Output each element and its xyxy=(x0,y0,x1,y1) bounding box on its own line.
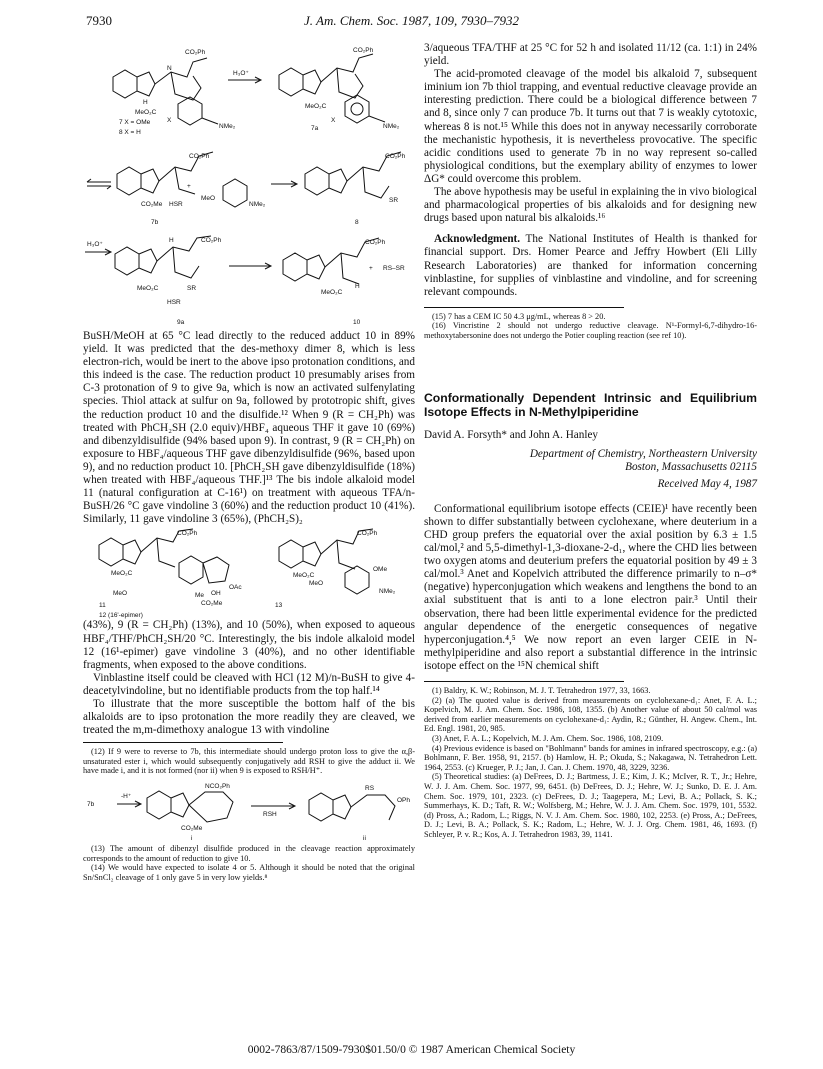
scheme3-caption-9a: 9a xyxy=(177,319,185,326)
scheme1-label-co2ph: CO₂Ph xyxy=(185,49,206,56)
scheme2-label-meo: MeO xyxy=(201,195,216,202)
fn-scheme-label-co2me: CO₂Me xyxy=(181,825,203,833)
left-footnotes xyxy=(83,747,415,882)
scheme2-label-co2ph: CO₂Ph xyxy=(189,153,210,160)
references xyxy=(424,686,757,840)
fn-scheme-label-rs: RS xyxy=(365,785,375,793)
right-column xyxy=(424,42,757,1042)
article-body: Conformational equilibrium isotope effects (CEIE)¹ have recently been shown to differ substantially between cyclohexane, where deuterium in a CHD group prefers the equatorial over the axial position by 6.3 ± 1.5 cal/mol,² and 5,5-dimethyl-1,3-dioxane-2-d₁, where the CHD lies between two oxygen atoms and deuterium prefers the equatorial position by 49 ± 3 cal/mol.³ Anet and Kopelvich attributed the difference primarily to n–σ* (negative) hyperconjugation which weakens and lengthens the bond to an axial substituent that is anti to a lone electron pair.³ Until their observation, there had been little experimental evidence for the predicted angular dependence of the energetic consequences of negative hyperconjugation.⁴,⁵ We now report an even larger CEIE in N-methylpiperidine and also report a substantial difference in the intrinsic isotope effect on the ¹⁵N chemical shift xyxy=(424,502,757,672)
footnote-12: (12) If 9 were to reverse to 7b, this intermediate should undergo proton loss to give the α,β-unsaturated ester i, which would subsequently conjugatively add RSH to give the adduct ii. We have made i, and it is not formed (nor ii) when 9 is exposed to RSH/H⁺. xyxy=(83,747,415,776)
scheme2-label-co2me: CO₂Me xyxy=(141,201,163,208)
affiliation-line-2: Boston, Massachusetts 02115 xyxy=(625,460,757,473)
left-paragraph-3: Vinblastine itself could be cleaved with HCl (12 M)/n-BuSH to give 4-deacetylvindoline, but no identifiable products from the top half.¹⁴ xyxy=(83,671,415,697)
reference-2: (2) (a) The quoted value is derived from measurements on cyclohexane-d₁: Anet, F. A. L.; Kopelvich, M. J. Am. Chem. Soc. 1986, 108, 1355. (b) Another value of about 50 cal/mol was derived from earlier measurements on cyclohexane-d₁: Aydin, R.; Günther, H. Angew. Chem., Int. Ed. Engl. 1981, 20, 985. xyxy=(424,695,757,734)
fn-scheme-label-nco2ph: NCO₂Ph xyxy=(205,783,230,791)
affiliation xyxy=(424,448,757,474)
scheme4-label-nme2: NMe₂ xyxy=(379,588,396,596)
scheme1-label-x: X xyxy=(167,117,172,124)
right-paragraph-1: 3/aqueous TFA/THF at 25 °C for 52 h and isolated 11/12 (ca. 1:1) in 24% yield. xyxy=(424,42,757,68)
scheme3-label-h-b: H xyxy=(355,283,360,290)
scheme1-label-h: H xyxy=(143,99,148,106)
article-authors: David A. Forsyth* and John A. Hanley xyxy=(424,428,599,441)
reference-4: (4) Previous evidence is based on "Bohlmann" bands for amines in infrared spectroscopy, e.g.: (a) Bohlmann, F. Ber. 1958, 91, 2157. (b) Hamlow, H. P.; Okuda, S.; Nakagawa, N. Tetrahedron Lett. 1964, 2553. (c) Krueger, P. J.; Jan, J. Can. J. Chem. 1970, 48, 3229, 3236. xyxy=(424,743,757,772)
scheme-structures-7-7a xyxy=(83,42,415,142)
reference-1: (1) Baldry, K. W.; Robinson, M. J. T. Tetrahedron 1977, 33, 1663. xyxy=(432,685,651,695)
scheme1-label-n: N xyxy=(167,65,172,72)
footnote-16: (16) Vincristine 2 should not undergo reductive cleavage. N¹-Formyl-6,7-dihydro-16-methoxytabersonine does not undergo the Potier coupling reaction (see ref 10). xyxy=(424,321,757,340)
acknowledgment xyxy=(424,233,757,298)
right-paragraph-3: The above hypothesis may be useful in explaining the in vivo biological and pharmacological properties of bis alkaloids and for designing new drugs based upon natural bis alkaloids.¹⁶ xyxy=(424,186,757,225)
scheme4-label-co2ph-b: CO₂Ph xyxy=(357,530,378,538)
scheme4-label-me: Me xyxy=(195,592,205,600)
scheme1-label-meo2c: MeO₂C xyxy=(135,109,157,116)
scheme4-label-oh: OH xyxy=(211,590,221,598)
scheme3-label-h3o: H₃O⁺ xyxy=(87,241,103,248)
reference-3: (3) Anet, F. A. L.; Kopelvich, M. J. Am. Chem. Soc. 1986, 108, 2109. xyxy=(432,733,664,743)
scheme2-label-co2ph-b: CO₂Ph xyxy=(385,153,406,160)
scheme2-label-nme2: NMe₂ xyxy=(249,201,266,208)
left-paragraph-1: BuSH/MeOH at 65 °C lead directly to the reduced adduct 10 in 89% yield. It was predicted that the des-methoxy dimer 8, which is less electron-rich, would be inert to the above ipso protonation conditions, and this indeed is the case. The reduction product 10 presumably arises from C-3 protonation of 9 to give 9a, which is now an activated sulfenylating species. Thiol attack at sulfur on 9a, followed by prototropic shift, gives the reduction product 10 and the disulfide.¹² When 9 (R = CH₂Ph) was treated with PhCH₂SH (2.0 equiv)/HBF₄ aqueous THF it gave 10 (69%) and dibenzyldisulfide (94% based upon 9). In contrast, 9 (R = CH₂Ph) on exposure to HBF₄/aqueous THF gave dibenzyldisulfide (96%, based upon 9), and no reduction product 10. [PhCH₂SH gave dibenzyldisulfide (18%) when treated with HBF₄/aqueous THF.]¹³ The bis indole alkaloid model 11 (natural configuration at C-16¹) on treatment with aqueous TFA/n-BuSH/26 °C gave vindoline 3 (60%) and the reduction product 10 (41%). Similarly, 11 gave vindoline 3 (65%), (PhCH₂S)₂ xyxy=(83,330,415,526)
scheme1-caption-8: 8 X = H xyxy=(119,129,141,136)
fn-scheme-caption-i: i xyxy=(191,835,193,843)
scheme3-label-meo2c: MeO₂C xyxy=(137,285,159,292)
scheme-structures-9a-10 xyxy=(83,232,415,328)
scheme-structures-7b-8 xyxy=(83,144,415,230)
scheme2-caption-7b: 7b xyxy=(151,219,159,226)
footnote-14: (14) We would have expected to isolate 4 or 5. Although it should be noted that the original Sn/SnCl₂ cleavage of 1 only gave 5 in very low yields.⁸ xyxy=(83,863,415,882)
scheme3-label-meo2c-b: MeO₂C xyxy=(321,289,343,296)
scheme1-caption-7a: 7a xyxy=(311,125,319,132)
acknowledgment-text: The National Institutes of Health is thanked for financial support. Drs. Homer Pearce and Jeffry Howbert (Eli Lilly Research Laboratories) are thanked for information concerning vinblastine, for supplies of vinblastine and vindoline, and for screening relevant compounds. xyxy=(424,233,757,298)
fn-scheme-label-oph: OPh xyxy=(397,797,411,805)
left-column xyxy=(83,42,415,1042)
scheme2-label-hsr: HSR xyxy=(169,201,183,208)
scheme1-label-meo2c-b: MeO₂C xyxy=(305,103,327,110)
scheme4-label-ome: OMe xyxy=(373,566,388,574)
scheme3-caption-10: 10 xyxy=(353,319,361,326)
fn-scheme-label-rsh: RSH xyxy=(263,811,277,819)
scheme1-label-h3o: H₃O⁺ xyxy=(233,70,249,77)
scheme4-caption-13: 13 xyxy=(275,602,283,610)
footnote-15: (15) 7 has a CEM IC 50 4.3 μg/mL, whereas 8 > 20. xyxy=(432,311,606,321)
scheme4-label-co2ph: CO₂Ph xyxy=(177,530,198,538)
scheme2-label-sr: SR xyxy=(389,197,399,204)
scheme4-label-meo: MeO xyxy=(113,590,128,598)
scheme4-label-oac: OAc xyxy=(229,584,242,592)
scheme2-label-plus: + xyxy=(187,183,191,190)
scheme3-label-co2ph-b: CO₂Ph xyxy=(365,239,386,246)
scheme4-label-meo2c: MeO₂C xyxy=(111,570,133,578)
article-title: Conformationally Dependent Intrinsic and Equilibrium Isotope Effects in N-Methylpiperidine xyxy=(424,390,757,419)
fn-scheme-label-7b: 7b xyxy=(87,801,95,809)
scheme2-caption-8: 8 xyxy=(355,219,359,226)
scheme1-label-co2ph-b: CO₂Ph xyxy=(353,47,374,54)
acknowledgment-heading: Acknowledgment. xyxy=(434,233,521,246)
page-header xyxy=(0,7,823,29)
fn-scheme-caption-ii: ii xyxy=(363,835,366,843)
scheme3-label-rssr: RS–SR xyxy=(383,265,405,272)
affiliation-line-1: Department of Chemistry, Northeastern University xyxy=(529,447,757,460)
footnote-rule-left xyxy=(83,742,283,743)
scheme-structures-11-12-13 xyxy=(83,527,415,619)
scheme3-label-h: H xyxy=(169,237,174,244)
scheme1-label-x-b: X xyxy=(331,117,336,124)
footnote-13: (13) The amount of dibenzyl disulfide produced in the cleavage reaction approximately corresponds to the amount of reduction to give 10. xyxy=(83,844,415,863)
scheme3-label-plus: + xyxy=(369,265,373,272)
scheme3-label-co2ph: CO₂Ph xyxy=(201,237,222,244)
fn-scheme-label-h: -H⁺ xyxy=(121,793,132,801)
received-date: Received May 4, 1987 xyxy=(657,477,757,490)
scheme1-label-nme2-b: NMe₂ xyxy=(383,123,400,130)
scheme4-label-co2me: CO₂Me xyxy=(201,600,223,608)
scheme1-caption-7: 7 X = OMe xyxy=(119,119,151,126)
scheme4-label-meo2c-b: MeO₂C xyxy=(293,572,315,580)
right-footnotes xyxy=(424,312,757,341)
scheme4-caption-12: 12 (16'-epimer) xyxy=(99,612,143,620)
scheme4-caption-11: 11 xyxy=(99,602,106,610)
left-paragraph-4: To illustrate that the more susceptible the bottom half of the bis alkaloids are to ipso protonation the more readily they are cleaved, we treated the m,m-dimethoxy analogue 13 with vindoline xyxy=(83,697,415,737)
scheme4-label-meo-b: MeO xyxy=(309,580,324,588)
page-number: 7930 xyxy=(86,13,112,28)
scheme1-label-nme2: NMe₂ xyxy=(219,123,236,130)
journal-header: J. Am. Chem. Soc. 1987, 109, 7930–7932 xyxy=(304,13,519,28)
left-paragraph-2: (43%), 9 (R = CH₂Ph) (13%), and 10 (50%), when exposed to aqueous HBF₄/THF/PhCH₂SH/20 °C. Interestingly, the bis indole alkaloid model 12 (16¹-epimer) gave vindoline 3 (40%), and no other identifiable fragments, when exposed to the above conditions. xyxy=(83,619,415,671)
scheme3-label-sr: SR xyxy=(187,285,197,292)
references-rule xyxy=(424,681,624,682)
scheme-footnote-12 xyxy=(83,778,415,842)
scheme3-label-hsr: HSR xyxy=(167,299,181,306)
page-footer: 0002-7863/87/1509-7930$01.50/0 © 1987 American Chemical Society xyxy=(247,1044,576,1056)
footnote-rule-right xyxy=(424,307,624,308)
right-paragraph-2: The acid-promoted cleavage of the model bis alkaloid 7, subsequent iminium ion 7b thiol trapping, and eventual reductive cleavage provide an interesting prediction. There could be a biological difference between 7 and 8, since only 7 can produce 7b. It turns out that 7 is weakly cytotoxic, whereas 8 is not.¹⁵ While this does not in anyway necessarily corroborate the mechanistic hypothesis, it is nevertheless provocative. The specific acidic conditions used to generate 7b in no way represent so-called physiological conditions, but the exemplary ability of enzymes to lower ΔG* could overcome this problem. xyxy=(424,68,757,185)
reference-5: (5) Theoretical studies: (a) DeFrees, D. J.; Bartmess, J. E.; Kim, J. K.; McIver, R. T., Jr.; Hehre, W. J. J. Am. Chem. Soc. 1977, 99, 6451. (b) DeFrees, D. J.; Hehre, W. J.; Sunko, D. E. J. Am. Chem. Soc. 1979, 101, 2323. (c) DeFrees, D. J.; Taagepera, M.; Levi, B. A.; Pollack, S. K.; Summerhays, K. D.; Taft, R. W.; Wolfsberg, M.; Hehre, W. J. J. Am. Chem. Soc. 1979, 101, 5532. (d) Pross, A.; Radom, L.; Riggs, N. V. J. Am. Chem. Soc. 1980, 102, 2253. (e) Pross, A.; DeFrees, D. J.; Levi, B. A.; Pollack, S. K.; Radom, L.; Hehre, W. J. J. Org. Chem. 1981, 46, 1693. (f) Schleyer, P. v. R.; Kos, A. J. Tetrahedron 1983, 39, 1141. xyxy=(424,772,757,839)
